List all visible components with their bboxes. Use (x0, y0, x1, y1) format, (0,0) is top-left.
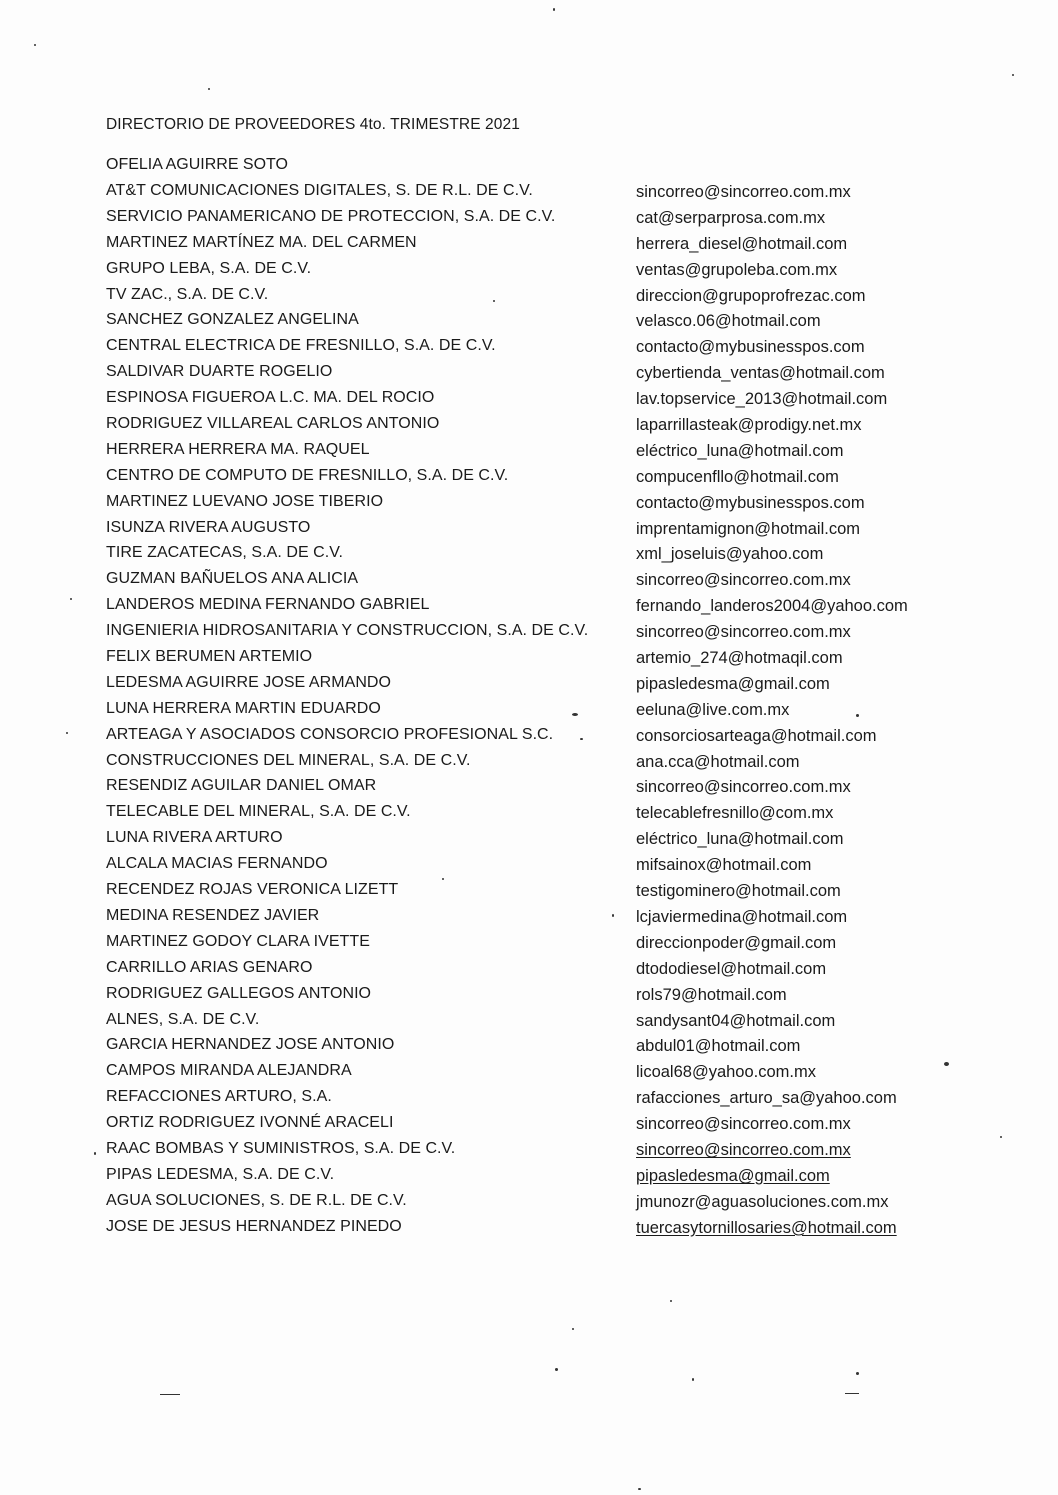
supplier-email: consorciosarteaga@hotmail.com (636, 726, 877, 745)
scan-speck (944, 1062, 949, 1066)
supplier-email: eléctrico_luna@hotmail.com (636, 441, 844, 460)
scan-speck (572, 1328, 574, 1330)
supplier-email: mifsainox@hotmail.com (636, 856, 812, 875)
scan-speck (70, 598, 72, 600)
supplier-row (0, 855, 1058, 881)
scan-speck (1000, 1136, 1002, 1138)
supplier-row (0, 752, 1058, 778)
supplier-row (0, 182, 1058, 208)
supplier-name: MARTINEZ GODOY CLARA IVETTE (106, 932, 370, 950)
scan-speck (612, 914, 614, 917)
supplier-row (0, 260, 1058, 286)
supplier-row (0, 907, 1058, 933)
supplier-name: GRUPO LEBA, S.A. DE C.V. (106, 259, 312, 277)
scan-speck (845, 1393, 859, 1394)
supplier-row (0, 1062, 1058, 1088)
supplier-email: cat@serparprosa.com.mx (636, 208, 826, 227)
supplier-name: ARTEAGA Y ASOCIADOS CONSORCIO PROFESIONAL S.C. (106, 725, 554, 743)
supplier-name: SERVICIO PANAMERICANO DE PROTECCION, S.A. DE C.V. (106, 207, 556, 225)
supplier-name: PIPAS LEDESMA, S.A. DE C.V. (106, 1165, 335, 1183)
supplier-email: lcjaviermedina@hotmail.com (636, 907, 848, 926)
supplier-row (0, 674, 1058, 700)
scan-speck (160, 1394, 180, 1395)
supplier-email: sincorreo@sincorreo.com.mx (636, 1115, 851, 1134)
supplier-email: laparrillasteak@prodigy.net.mx (636, 416, 862, 435)
supplier-email: velasco.06@hotmail.com (636, 312, 821, 331)
supplier-row (0, 1140, 1058, 1166)
supplier-row (0, 700, 1058, 726)
supplier-row (0, 726, 1058, 752)
supplier-email: lav.topservice_2013@hotmail.com (636, 390, 888, 409)
supplier-name: MEDINA RESENDEZ JAVIER (106, 906, 320, 924)
supplier-row (0, 519, 1058, 545)
supplier-row (0, 311, 1058, 337)
supplier-email: pipasledesma@gmail.com (636, 1166, 830, 1185)
supplier-name: RODRIGUEZ GALLEGOS ANTONIO (106, 984, 372, 1002)
supplier-name: SANCHEZ GONZALEZ ANGELINA (106, 311, 359, 329)
supplier-email: imprentamignon@hotmail.com (636, 519, 861, 538)
scan-speck (580, 738, 583, 740)
supplier-row (0, 777, 1058, 803)
supplier-email: direccion@grupoprofrezac.com (636, 286, 866, 305)
scan-speck (94, 1152, 96, 1155)
supplier-name: RESENDIZ AGUILAR DANIEL OMAR (106, 777, 377, 795)
supplier-email: ventas@grupoleba.com.mx (636, 260, 838, 279)
supplier-name: RECENDEZ ROJAS VERONICA LIZETT (106, 881, 399, 899)
supplier-row (0, 829, 1058, 855)
scan-speck (670, 1300, 672, 1302)
supplier-name: RAAC BOMBAS Y SUMINISTROS, S.A. DE C.V. (106, 1139, 456, 1157)
supplier-name: SALDIVAR DUARTE ROGELIO (106, 363, 333, 381)
supplier-name: TV ZAC., S.A. DE C.V. (106, 285, 269, 303)
supplier-name: LUNA RIVERA ARTURO (106, 829, 283, 847)
supplier-name: JOSE DE JESUS HERNANDEZ PINEDO (106, 1217, 402, 1235)
scan-speck (1012, 74, 1014, 76)
supplier-email: sincorreo@sincorreo.com.mx (636, 1140, 851, 1159)
supplier-row (0, 286, 1058, 312)
supplier-row (0, 389, 1058, 415)
supplier-name: LUNA HERRERA MARTIN EDUARDO (106, 699, 381, 717)
supplier-email: pipasledesma@gmail.com (636, 674, 830, 693)
supplier-row (0, 234, 1058, 260)
supplier-row (0, 959, 1058, 985)
scan-speck (493, 300, 495, 302)
supplier-row (0, 1218, 1058, 1244)
supplier-row (0, 622, 1058, 648)
supplier-email: sincorreo@sincorreo.com.mx (636, 623, 851, 642)
supplier-name: HERRERA HERRERA MA. RAQUEL (106, 440, 370, 458)
supplier-row (0, 467, 1058, 493)
supplier-row (0, 1166, 1058, 1192)
supplier-row (0, 544, 1058, 570)
supplier-row (0, 933, 1058, 959)
supplier-row (0, 596, 1058, 622)
supplier-name: AGUA SOLUCIONES, S. DE R.L. DE C.V. (106, 1191, 407, 1209)
supplier-email: eléctrico_luna@hotmail.com (636, 830, 844, 849)
supplier-email: direccionpoder@gmail.com (636, 933, 837, 952)
supplier-email: xml_joseluis@yahoo.com (636, 545, 824, 564)
supplier-row (0, 1114, 1058, 1140)
supplier-email: contacto@mybusinesspos.com (636, 493, 865, 512)
supplier-email: sandysant04@hotmail.com (636, 1011, 836, 1030)
supplier-name: ALNES, S.A. DE C.V. (106, 1010, 260, 1028)
supplier-name: CONSTRUCCIONES DEL MINERAL, S.A. DE C.V. (106, 751, 471, 769)
supplier-email: licoal68@yahoo.com.mx (636, 1063, 816, 1082)
supplier-name: INGENIERIA HIDROSANITARIA Y CONSTRUCCION, S.A. DE C.V. (106, 622, 589, 640)
supplier-row (0, 208, 1058, 234)
supplier-row (0, 803, 1058, 829)
supplier-row (0, 648, 1058, 674)
supplier-name: REFACCIONES ARTURO, S.A. (106, 1088, 332, 1106)
supplier-email: sincorreo@sincorreo.com.mx (636, 183, 851, 201)
supplier-email: cybertienda_ventas@hotmail.com (636, 364, 885, 383)
scan-speck (208, 88, 210, 90)
supplier-email: sincorreo@sincorreo.com.mx (636, 778, 851, 797)
supplier-email: compucenfllo@hotmail.com (636, 467, 839, 486)
supplier-row (0, 1088, 1058, 1114)
scan-speck (555, 1368, 558, 1371)
supplier-name: LEDESMA AGUIRRE JOSE ARMANDO (106, 673, 392, 691)
page-title: DIRECTORIO DE PROVEEDORES 4to. TRIMESTRE 2021 (106, 116, 520, 133)
scan-speck (442, 878, 444, 880)
supplier-name: TIRE ZACATECAS, S.A. DE C.V. (106, 544, 344, 562)
supplier-row (0, 363, 1058, 389)
supplier-row (0, 570, 1058, 596)
scan-speck (572, 713, 578, 716)
supplier-name: CARRILLO ARIAS GENARO (106, 958, 313, 976)
scan-speck (856, 1372, 859, 1375)
supplier-name: TELECABLE DEL MINERAL, S.A. DE C.V. (106, 803, 411, 821)
supplier-email: herrera_diesel@hotmail.com (636, 234, 848, 253)
supplier-name: GUZMAN BAÑUELOS ANA ALICIA (106, 570, 359, 588)
scan-speck (692, 1378, 694, 1381)
supplier-email: dtododiesel@hotmail.com (636, 959, 827, 978)
supplier-name: CENTRO DE COMPUTO DE FRESNILLO, S.A. DE C.V. (106, 466, 509, 484)
supplier-row (0, 985, 1058, 1011)
supplier-email: rols79@hotmail.com (636, 985, 787, 1004)
supplier-email: fernando_landeros2004@yahoo.com (636, 597, 908, 616)
supplier-row (0, 1011, 1058, 1037)
supplier-email: artemio_274@hotmaqil.com (636, 649, 843, 668)
scan-speck (553, 8, 555, 11)
supplier-row (0, 1036, 1058, 1062)
scan-speck (638, 1488, 641, 1490)
supplier-email: telecablefresnillo@com.mx (636, 804, 834, 823)
supplier-name: ALCALA MACIAS FERNANDO (106, 855, 328, 873)
supplier-email: testigominero@hotmail.com (636, 882, 841, 901)
supplier-name: ISUNZA RIVERA AUGUSTO (106, 518, 311, 536)
supplier-name: MARTINEZ LUEVANO JOSE TIBERIO (106, 492, 384, 510)
supplier-list (0, 182, 1058, 1244)
supplier-name: GARCIA HERNANDEZ JOSE ANTONIO (106, 1036, 395, 1054)
supplier-name: FELIX BERUMEN ARTEMIO (106, 648, 313, 666)
supplier-name: ORTIZ RODRIGUEZ IVONNÉ ARACELI (106, 1114, 394, 1132)
supplier-name-first: OFELIA AGUIRRE SOTO (106, 156, 288, 173)
supplier-email: abdul01@hotmail.com (636, 1037, 801, 1056)
scan-speck (34, 44, 36, 46)
supplier-email: eeluna@live.com.mx (636, 700, 790, 719)
supplier-email: sincorreo@sincorreo.com.mx (636, 571, 851, 590)
supplier-row (0, 881, 1058, 907)
supplier-row (0, 415, 1058, 441)
supplier-row (0, 493, 1058, 519)
supplier-name: AT&T COMUNICACIONES DIGITALES, S. DE R.L. DE C.V. (106, 182, 533, 199)
supplier-name: LANDEROS MEDINA FERNANDO GABRIEL (106, 596, 430, 614)
supplier-row (0, 441, 1058, 467)
supplier-email: ana.cca@hotmail.com (636, 752, 800, 771)
supplier-email: rafacciones_arturo_sa@yahoo.com (636, 1089, 897, 1108)
supplier-name: CENTRAL ELECTRICA DE FRESNILLO, S.A. DE C.V. (106, 337, 496, 355)
supplier-row (0, 1192, 1058, 1218)
supplier-name: CAMPOS MIRANDA ALEJANDRA (106, 1062, 352, 1080)
supplier-row (0, 337, 1058, 363)
scan-speck (66, 732, 68, 734)
supplier-name: RODRIGUEZ VILLAREAL CARLOS ANTONIO (106, 415, 440, 433)
supplier-email: contacto@mybusinesspos.com (636, 338, 865, 357)
supplier-name: ESPINOSA FIGUEROA L.C. MA. DEL ROCIO (106, 389, 435, 407)
supplier-email: tuercasytornillosaries@hotmail.com (636, 1218, 897, 1237)
supplier-name: MARTINEZ MARTÍNEZ MA. DEL CARMEN (106, 233, 417, 251)
scan-speck (856, 714, 859, 717)
supplier-email: jmunozr@aguasoluciones.com.mx (636, 1192, 889, 1211)
